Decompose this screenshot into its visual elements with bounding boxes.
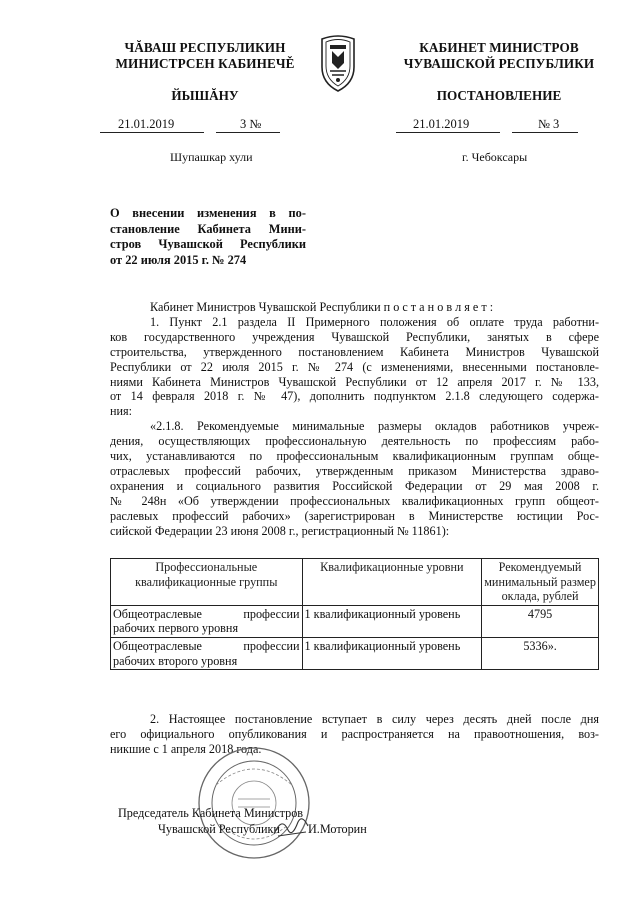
header-right-title bbox=[392, 40, 606, 72]
table-row bbox=[111, 637, 599, 669]
p2-line: «2.1.8. Рекомендуемые минимальные размеры окладов работников учреж- bbox=[150, 419, 599, 434]
table-cell-group: Общеотраслевые профессии рабочих второго уровня bbox=[111, 637, 303, 669]
p1-line: от 14 февраля 2018 г. № 47), дополнить подпунктом 2.1.8 следующего содержа- bbox=[110, 389, 599, 404]
table-header-cell: Квалификационные уровни bbox=[302, 559, 482, 606]
table-cell-level: 1 квалификационный уровень bbox=[302, 605, 482, 637]
table-row bbox=[111, 605, 599, 637]
handwritten-signature-icon bbox=[272, 812, 312, 840]
table-cell-salary: 4795 bbox=[482, 605, 599, 637]
header-right-line1: КАБИНЕТ МИНИСТРОВ bbox=[419, 40, 579, 55]
p1-line: ния: bbox=[110, 404, 133, 419]
title-line: становление Кабинета Мини- bbox=[110, 221, 306, 236]
header-right-doc-type: ПОСТАНОВЛЕНИЕ bbox=[436, 88, 562, 103]
header-left-doc-type: ЙЫШĂНУ bbox=[171, 88, 239, 103]
p2-line: раслевых профессий рабочих» (зарегистрирован в Министерстве юстиции Рос- bbox=[110, 508, 599, 523]
title-line: О внесении изменения в по- bbox=[110, 206, 306, 220]
p2-line: отраслевых профессий рабочих, утвержденным приказом Министерства здраво- bbox=[110, 463, 599, 478]
p3-line: никшие с 1 апреля 2018 года. bbox=[110, 741, 262, 756]
right-date-underline bbox=[396, 132, 500, 133]
table-cell-level: 1 квалификационный уровень bbox=[302, 637, 482, 669]
seal-stamp-icon bbox=[196, 745, 312, 861]
signature-title-line1: Председатель Кабинета Министров bbox=[118, 806, 304, 820]
document-title bbox=[110, 206, 306, 268]
emblem-icon bbox=[318, 33, 358, 93]
p1-line: 1. Пункт 2.1 раздела II Примерного положения об оплате труда работни- bbox=[150, 314, 599, 329]
p3-line: 2. Настоящее постановление вступает в силу через десять дней после дня bbox=[150, 712, 599, 726]
p2-line: дения, осуществляющих профессиональную деятельность по профессиям рабо- bbox=[110, 434, 599, 449]
table-cell-salary: 5336». bbox=[482, 637, 599, 669]
signature-name: И.Моторин bbox=[308, 822, 367, 836]
intro-paragraph: Кабинет Министров Чувашской Республики п о с т а н о в л я е т : bbox=[150, 300, 494, 314]
p2-line: чих, устанавливаются по профессиональным квалификационным группам обще- bbox=[110, 449, 599, 464]
signature-title-line2: Чувашской Республики bbox=[158, 822, 280, 836]
right-place: г. Чебоксары bbox=[462, 150, 528, 164]
p2-line: охранения и социального развития Российской Федерации от 29 мая 2008 г. bbox=[110, 478, 599, 493]
paragraph-3 bbox=[110, 712, 599, 757]
p3-line: его официального опубликования и распространяется на правоотношения, воз- bbox=[110, 726, 599, 741]
header-left-line1: ЧĂВАШ РЕСПУБЛИКИН bbox=[124, 40, 286, 55]
left-number-underline bbox=[216, 132, 280, 133]
paragraph-1 bbox=[110, 315, 599, 419]
header-left-line2: МИНИСТРСЕН КАБИНЕЧĚ bbox=[115, 56, 295, 71]
p1-line: ниями Кабинета Министров Чувашской Республики от 12 апреля 2017 г. № 133, bbox=[110, 374, 599, 389]
p1-line: строительства, утвержденного постановлением Кабинета Министров Чувашской bbox=[110, 344, 599, 359]
paragraph-2 bbox=[110, 419, 599, 538]
header-right-line2: ЧУВАШСКОЙ РЕСПУБЛИКИ bbox=[403, 56, 595, 71]
table-header-cell: Рекомендуемый минимальный размер оклада, рублей bbox=[482, 559, 599, 606]
title-line: от 22 июля 2015 г. № 274 bbox=[110, 252, 247, 267]
right-number-underline bbox=[512, 132, 578, 133]
p2-line: № 248н «Об утверждении профессиональных квалификационных групп общеот- bbox=[110, 493, 599, 508]
title-line: стров Чувашской Республики bbox=[110, 237, 306, 251]
right-date: 21.01.2019 bbox=[413, 117, 470, 131]
right-number: № 3 bbox=[538, 117, 560, 131]
table-header-cell: Профессиональные квалификационные группы bbox=[111, 559, 303, 606]
p2-line: сийской Федерации 23 июня 2008 г., регистрационный № 11861): bbox=[110, 523, 450, 538]
p1-line: ков государственного учреждения Чувашской Республики, занятых в сфере bbox=[110, 329, 599, 344]
p1-line: Республики от 22 июля 2015 г. № 274 (с изменениями, внесенными постановле- bbox=[110, 359, 599, 374]
document-body bbox=[110, 300, 599, 539]
salary-table bbox=[110, 558, 599, 670]
left-date: 21.01.2019 bbox=[118, 117, 175, 131]
table-header-row bbox=[111, 559, 599, 606]
left-place: Шупашкар хули bbox=[170, 150, 253, 164]
left-date-underline bbox=[100, 132, 204, 133]
header-left-title bbox=[100, 40, 310, 72]
left-number: 3 № bbox=[240, 117, 262, 131]
table-cell-group: Общеотраслевые профессии рабочих первого уровня bbox=[111, 605, 303, 637]
